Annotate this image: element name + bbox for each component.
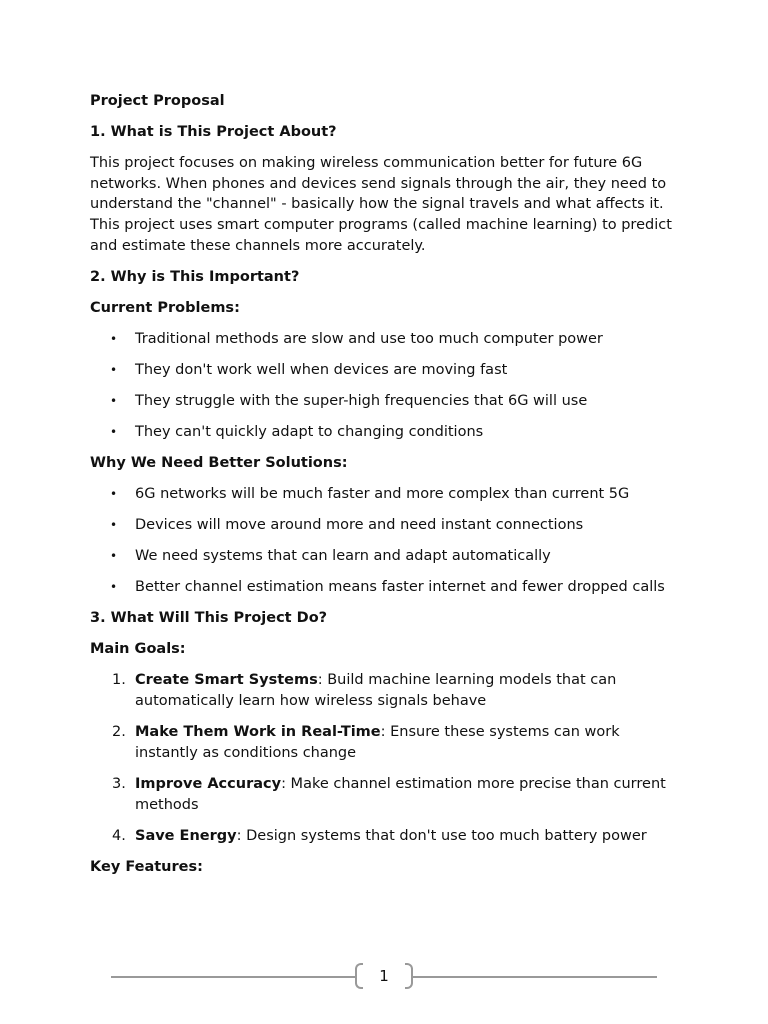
page-footer bbox=[111, 963, 657, 991]
list-item bbox=[90, 422, 680, 443]
bullet-icon: • bbox=[110, 362, 118, 377]
goal-text: : Design systems that don't use too much battery power bbox=[236, 827, 647, 844]
better-solutions-heading: Why We Need Better Solutions: bbox=[90, 454, 348, 471]
key-features-heading: Key Features: bbox=[90, 858, 203, 875]
list-item bbox=[90, 484, 680, 505]
list-item-text: Better channel estimation means faster internet and fewer dropped calls bbox=[135, 578, 665, 595]
list-item bbox=[90, 577, 680, 598]
section-1-heading: 1. What is This Project About? bbox=[90, 124, 337, 140]
list-item-text: Traditional methods are slow and use too much computer power bbox=[135, 330, 603, 347]
document-page bbox=[90, 91, 680, 888]
list-item bbox=[90, 826, 680, 847]
list-number: 3. bbox=[112, 775, 126, 792]
list-item-text: They don't work well when devices are moving fast bbox=[135, 361, 508, 378]
section-2-heading: 2. Why is This Important? bbox=[90, 268, 300, 285]
left-brace-icon bbox=[355, 963, 363, 989]
footer-rule-left bbox=[111, 976, 355, 978]
right-brace-icon bbox=[405, 963, 413, 989]
list-number: 4. bbox=[112, 827, 126, 844]
list-item-text: 6G networks will be much faster and more complex than current 5G bbox=[135, 485, 630, 502]
list-item bbox=[90, 774, 680, 816]
list-item-text: Devices will move around more and need instant connections bbox=[135, 516, 584, 533]
section-3-heading: 3. What Will This Project Do? bbox=[90, 609, 328, 626]
bullet-icon: • bbox=[110, 579, 118, 594]
bullet-icon: • bbox=[110, 424, 118, 439]
goal-text: : Build machine learning models that can automatically learn how wireless signals behave bbox=[135, 671, 617, 709]
list-item-text: They struggle with the super-high frequencies that 6G will use bbox=[135, 392, 588, 409]
current-problems-heading: Current Problems: bbox=[90, 299, 240, 316]
list-item bbox=[90, 670, 680, 712]
list-item bbox=[90, 546, 680, 567]
bullet-icon: • bbox=[110, 548, 118, 563]
section-1-body: This project focuses on making wireless communication better for future 6G networks. When phones and devices send signals through the air, they need to understand the "channel" - basically how the signal travels and what affects it. This project uses smart computer programs (called machine learning) to predict and estimate these channels more accurately. bbox=[90, 155, 672, 254]
goal-title: Save Energy bbox=[135, 827, 237, 844]
goal-title: Improve Accuracy bbox=[135, 775, 282, 792]
main-goals-heading: Main Goals: bbox=[90, 640, 186, 657]
page-number: 1 bbox=[379, 967, 389, 985]
better-solutions-list bbox=[90, 484, 680, 598]
list-item-text: We need systems that can learn and adapt automatically bbox=[135, 547, 551, 564]
goal-title: Make Them Work in Real-Time bbox=[135, 723, 381, 740]
list-item-text: They can't quickly adapt to changing conditions bbox=[135, 423, 484, 440]
document-title: Project Proposal bbox=[90, 93, 225, 109]
bullet-icon: • bbox=[110, 331, 118, 346]
list-item bbox=[90, 391, 680, 412]
main-goals-list bbox=[90, 670, 680, 847]
goal-title: Create Smart Systems bbox=[135, 671, 318, 688]
bullet-icon: • bbox=[110, 486, 118, 501]
goal-text: : Make channel estimation more precise than current methods bbox=[135, 775, 666, 813]
footer-rule-right bbox=[413, 976, 657, 978]
goal-text: : Ensure these systems can work instantly as conditions change bbox=[135, 723, 620, 761]
list-number: 1. bbox=[112, 671, 126, 688]
bullet-icon: • bbox=[110, 517, 118, 532]
list-number: 2. bbox=[112, 723, 126, 740]
list-item bbox=[90, 515, 680, 536]
list-item bbox=[90, 722, 680, 764]
current-problems-list bbox=[90, 329, 680, 443]
list-item bbox=[90, 329, 680, 350]
bullet-icon: • bbox=[110, 393, 118, 408]
list-item bbox=[90, 360, 680, 381]
